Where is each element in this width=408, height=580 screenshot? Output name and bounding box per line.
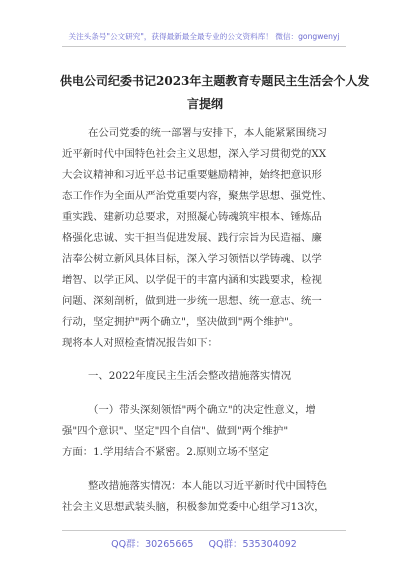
paragraph-line: 社会主义思想武装头脑，积极参加党委中心组学习13次， <box>62 501 325 513</box>
paragraph-line: 现将本人对照检查情况报告如下： <box>62 337 218 349</box>
subsection-line: 强"四个意识"、坚定"四个自信"、做到"两个维护" <box>62 425 289 437</box>
paragraph-line: 态工作作为全面从严治党重要内容，聚焦学思想、强党性、 <box>62 190 333 202</box>
section-heading: 一、2022年度民主生活会整改措施落实情况 <box>88 370 292 382</box>
paragraph-line: 问题、深刻剖析，做到进一步统一思想、统一意志、统一 <box>62 295 322 307</box>
document-title-line2: 言提纲 <box>186 97 223 111</box>
paragraph-line: 大会议精神和习近平总书记重要魅励精神，始终把意识形 <box>62 169 322 181</box>
paragraph-line: 格强化忠诚、实干担当促进发展、践行宗旨为民造福、廉 <box>62 232 322 244</box>
footer-qq-group-1: QQ群：30265665 <box>111 539 194 550</box>
header-divider <box>62 46 346 47</box>
subsection-line: 方面：1.学用结合不紧密。2.原则立场不坚定 <box>62 446 269 458</box>
paragraph-line: 整改措施落实情况：本人能以习近平新时代中国特色 <box>88 480 327 492</box>
footer-divider <box>62 530 346 531</box>
paragraph-line: 行动，坚定拥护"两个确立"，坚决做到"两个维护"。 <box>62 316 300 328</box>
paragraph-line: 近平新时代中国特色社会主义思想，深入学习贯彻党的XX <box>62 148 327 160</box>
footer-qq-group-2: QQ群：535304092 <box>208 539 297 550</box>
paragraph-line: 洁奉公树立新风具体目标，深入学习领悟以学铸魂、以学 <box>62 253 322 265</box>
paragraph-line: 重实践、建新功总要求，对照凝心铸魂筑牢根本、锤炼品 <box>62 211 322 223</box>
paragraph-line: 增智、以学正风、以学促干的丰富内涵和实践要求，检视 <box>62 274 322 286</box>
document-title-line1: 供电公司纪委书记2023年主题教育专题民主生活会个人发 <box>60 74 370 88</box>
paragraph-line: 在公司党委的统一部署与安排下，本人能紧紧围绕习 <box>88 127 327 139</box>
subsection-line: （一）带头深刻领悟"两个确立"的决定性意义，增 <box>88 404 316 416</box>
footer <box>0 536 408 550</box>
header-banner: 关注头条号"公文研究"，获得最新最全最专业的公文资料库！ 微信：gongwenyj <box>68 32 340 41</box>
